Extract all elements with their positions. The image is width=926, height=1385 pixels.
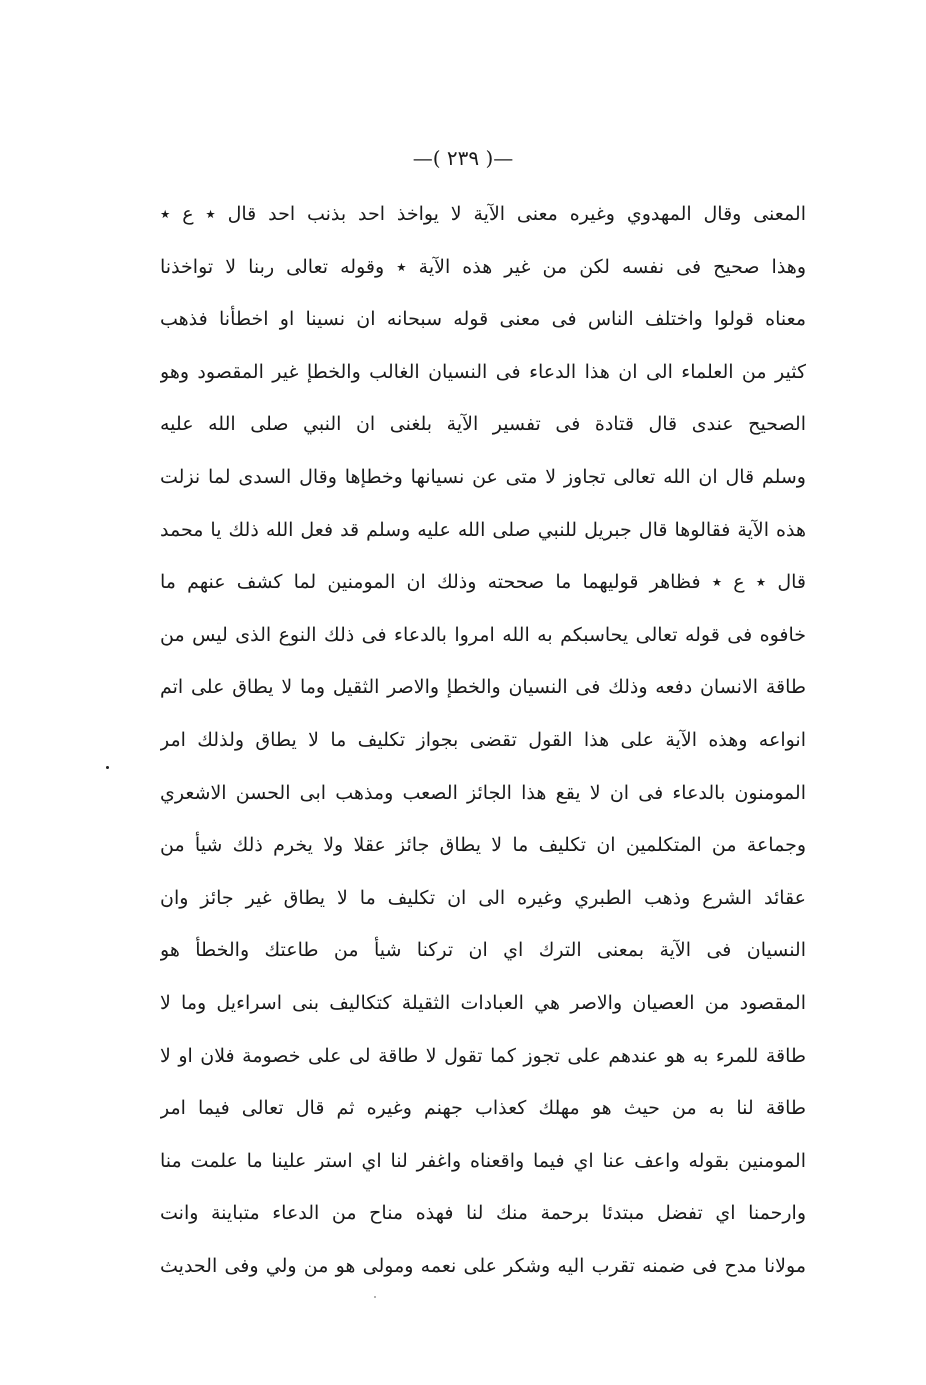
text-line: المقصود من العصيان والاصر هي العبادات الثقيلة كتكاليف بنى اسراءيل وما لا [160, 991, 806, 1014]
text-line: وارحمنا اي تفضل مبتدئا برحمة منك لنا فهذه مناح من الدعاء متباينة وانت [160, 1202, 806, 1225]
text-line: وجماعة من المتكلمين ان تكليف ما لا يطاق جائز عقلا ولا يخرم ذلك شيأ من [160, 834, 806, 857]
text-line: خافوه فى قوله تعالى يحاسبكم به الله امروا بالدعاء فى ذلك النوع الذى ليس من [160, 623, 806, 646]
text-line: طاقة للمرء به هو عندهم على تجوز كما تقول لا طاقة لى على خصومة فلان او لا [160, 1044, 806, 1067]
speck-dot [374, 1296, 376, 1298]
body-text [160, 188, 806, 1292]
text-line: عقائد الشرع وذهب الطبري وغيره الى ان تكليف ما لا يطاق غير جائز وان [160, 886, 806, 909]
text-line: المومنين بقوله واعف عنا اي فيما واقعناه واغفر لنا اي استر علينا ما علمت منا [160, 1149, 806, 1172]
text-line: هذه الآية فقالوها قال جبريل للنبي صلى الله عليه وسلم قد فعل الله ذلك يا محمد [160, 518, 806, 541]
text-line: انواعه وهذه الآية على هذا القول تقضى بجواز تكليف ما لا يطاق ولذلك امر [160, 728, 806, 751]
text-line: المومنون بالدعاء فى ان لا يقع هذا الجائز الصعب ومذهب ابى الحسن الاشعري [160, 781, 806, 804]
text-line: معناه قولوا واختلف الناس فى معنى قوله سبحانه ان نسينا او اخطأنا فذهب [160, 308, 806, 331]
text-line: المعنى وقال المهدوي وغيره معنى الآية لا يواخذ احد بذنب احد قال ٭ ع ٭ [160, 203, 806, 225]
text-line: طاقة لنا به من حيث هو مهلك كعذاب جهنم وغيره ثم قال تعالى فيما امر [160, 1097, 806, 1120]
text-line: طاقة الانسان دفعه وذلك فى النسيان والخطإ والاصر الثقيل وما لا يطاق على اتم [160, 676, 806, 699]
text-line: الصحيح عندى قال قتادة فى تفسير الآية بلغنى ان النبي صلى الله عليه [160, 413, 806, 436]
text-line: مولانا مدح فى ضمنه تقرب اليه وشكر على نعمه ومولى هو من ولي وفى الحديث [160, 1254, 806, 1277]
text-line: كثير من العلماء الى ان هذا الدعاء فى النسيان الغالب والخطإ غير المقصود وهو [160, 360, 806, 383]
text-line: وهذا صحيح فى نفسه لكن من غير هذه الآية ٭ وقوله تعالى ربنا لا تواخذنا [160, 255, 806, 278]
text-line: قال ٭ ع ٭ فظاهر قوليهما ما صححته وذلك ان المومنين لما كشف عنهم ما [160, 571, 806, 594]
text-line: النسيان فى الآية بمعنى الترك اي ان تركنا شيأ من طاعتك والخطأ هو [160, 939, 806, 962]
margin-dot [106, 766, 109, 769]
page-number: —( ٢٣٩ )— [412, 146, 514, 170]
text-line: وسلم قال ان الله تعالى تجاوز لا متى عن نسيانها وخطإها وقال السدى لما نزلت [160, 465, 806, 488]
